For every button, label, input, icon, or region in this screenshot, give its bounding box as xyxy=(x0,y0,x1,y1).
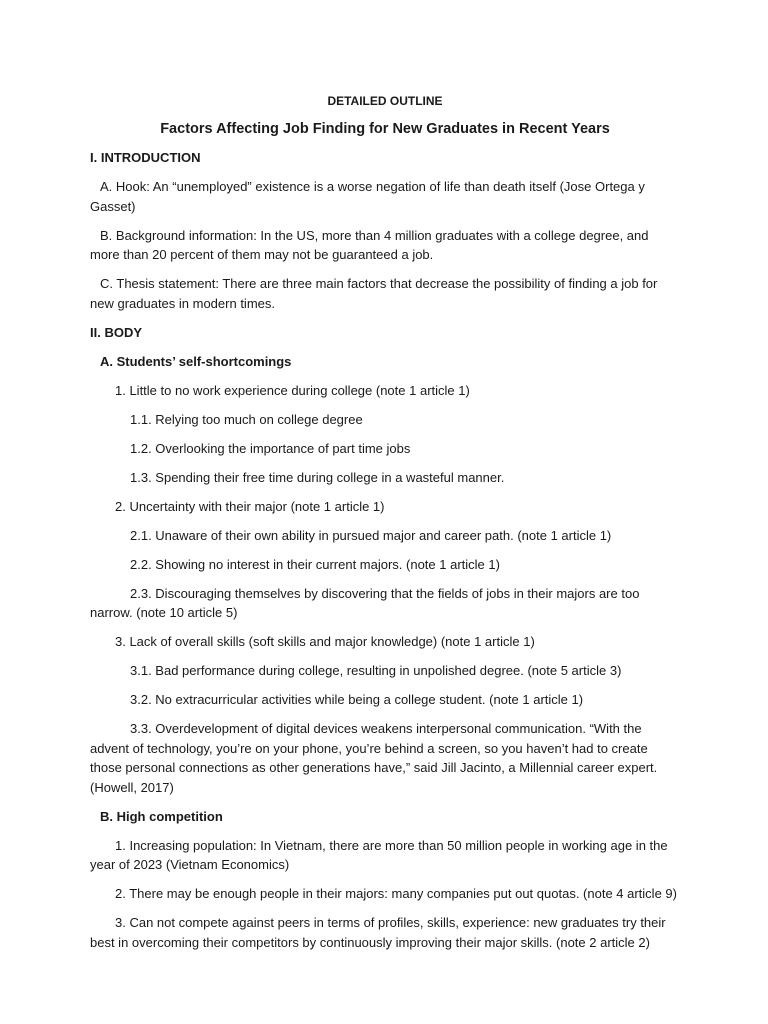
intro-background: B. Background information: In the US, more than 4 million graduates with a college degree, and more than 20 percent of them may not be guaranteed a job. xyxy=(90,227,649,262)
outline-subitem: 2.1. Unaware of their own ability in pursued major and career path. (note 1 article 1) xyxy=(130,527,612,543)
intro-hook: A. Hook: An “unemployed” existence is a worse negation of life than death itself (Jose Ortega y Gasset) xyxy=(90,179,645,214)
subsection-heading-self-shortcomings: A. Students’ self-shortcomings xyxy=(100,353,292,369)
document-heading: DETAILED OUTLINE xyxy=(327,94,443,108)
intro-thesis: C. Thesis statement: There are three main factors that decrease the possibility of finding a job for new graduates in modern times. xyxy=(90,276,658,311)
outline-subitem: 3.1. Bad performance during college, resulting in unpolished degree. (note 5 article 3) xyxy=(130,663,622,678)
outline-item: 2. There may be enough people in their majors: many companies put out quotas. (note 4 article 9) xyxy=(115,886,677,901)
outline-item: 3. Can not compete against peers in terms of profiles, skills, experience: new graduates try their best in overcoming their competitors by continuously improving their major skills. (note 2 article 2) xyxy=(90,915,666,950)
document-title: Factors Affecting Job Finding for New Graduates in Recent Years xyxy=(160,120,610,137)
outline-item: 3. Lack of overall skills (soft skills and major knowledge) (note 1 article 1) xyxy=(115,634,535,649)
outline-item: 1. Increasing population: In Vietnam, there are more than 50 million people in working age in the year of 2023 (Vietnam Economics) xyxy=(90,837,668,872)
outline-subitem: 3.2. No extracurricular activities while being a college student. (note 1 article 1) xyxy=(130,692,584,707)
outline-item: 1. Little to no work experience during college (note 1 article 1) xyxy=(115,382,470,398)
outline-subitem: 2.3. Discouraging themselves by discovering that the fields of jobs in their majors are too narrow. (note 10 article 5) xyxy=(90,585,640,620)
section-heading-introduction: I. INTRODUCTION xyxy=(90,150,201,165)
outline-subitem: 1.3. Spending their free time during college in a wasteful manner. xyxy=(130,469,505,485)
outline-subitem: 1.2. Overlooking the importance of part time jobs xyxy=(130,440,411,456)
subsection-heading-high-competition: B. High competition xyxy=(100,808,223,824)
outline-subitem: 3.3. Overdevelopment of digital devices weakens interpersonal communication. “With the advent of technology, you’re on your phone, you’re behind a screen, so you haven’t had to create those personal connections as other generations have,” said Jill Jacinto, a Millennial career expert. (Howell, 2017) xyxy=(90,721,658,795)
outline-item: 2. Uncertainty with their major (note 1 article 1) xyxy=(115,498,385,514)
document-content xyxy=(90,92,680,962)
section-heading-body: II. BODY xyxy=(90,324,143,340)
outline-subitem: 1.1. Relying too much on college degree xyxy=(130,411,363,427)
outline-subitem: 2.2. Showing no interest in their current majors. (note 1 article 1) xyxy=(130,556,500,572)
